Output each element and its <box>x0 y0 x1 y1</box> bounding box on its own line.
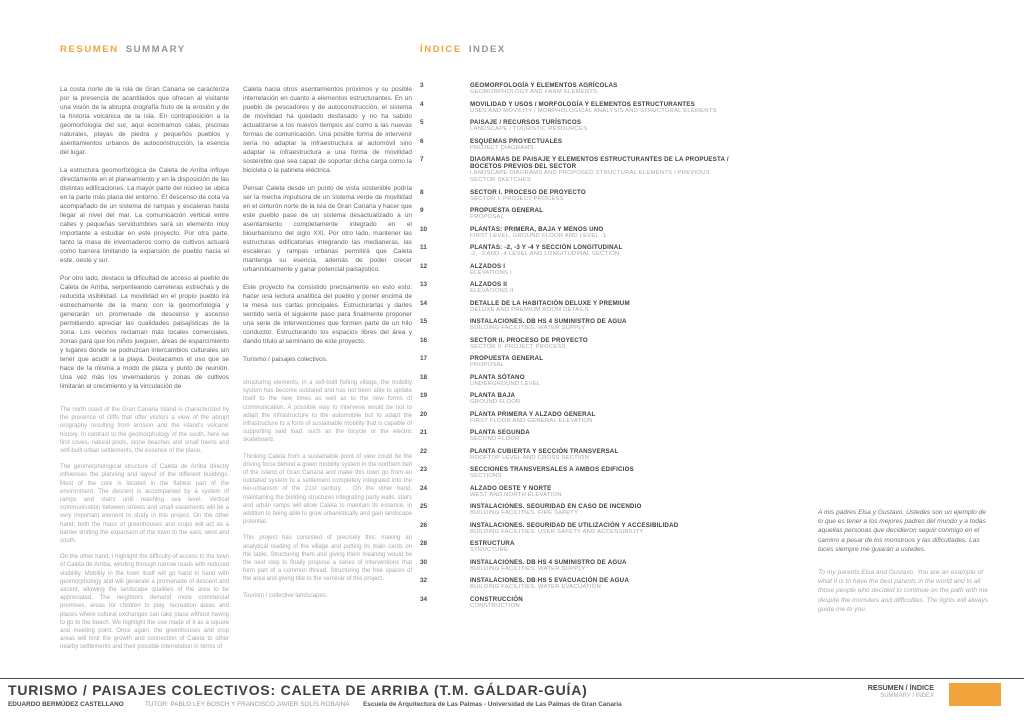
school-name: Escuela de Arquitectura de Las Palmas - Universidad de Las Palmas de Gran Canaria <box>363 701 622 708</box>
index-item <box>420 485 732 499</box>
index-item <box>420 466 732 480</box>
index-page-number: 25 <box>420 503 428 510</box>
index-item <box>420 156 732 184</box>
index-item <box>420 374 732 388</box>
index-item <box>420 448 732 462</box>
summary-section <box>60 44 412 660</box>
index-list <box>420 82 732 610</box>
index-item-titles <box>470 429 530 443</box>
index-item-titles <box>470 82 618 96</box>
index-title-en: GEOMORPHOLOGY AND FARM ELEMENTS <box>470 89 598 95</box>
summary-heading-es: RESUMEN <box>60 44 119 55</box>
index-title-es: ESQUEMAS PROYECTUALES <box>470 137 563 145</box>
summary-paragraph-en: Thinking Caleta from a sustainable point of view could be the driving force behind a green mobility system in the northern belt of the island of Gran Canaria and make this town go from an outdated system to a settlement completely integrated into the bio-urbanism of the 21st century. . On the other hand, maintaining the building structures integrating party walls, stairs and urban ramps will allow Caleta to maintain its essence, in addition to being able to grow urbanistically and gain landscape potential. <box>243 453 412 526</box>
index-title-en: BUILDING FACILITIES. FIRE SAFETY <box>470 510 579 516</box>
index-title-es: DETALLE DE LA HABITACIÓN DELUXE Y PREMIUM <box>470 299 630 307</box>
index-title-es: ESTRUCTURA <box>470 540 515 547</box>
index-item-titles <box>470 577 629 591</box>
index-title-es: INSTALACIONES. DB HS 4 SUMINISTRO DE AGUA <box>470 558 627 566</box>
index-page-number: 22 <box>420 447 428 455</box>
index-item-titles <box>470 300 630 314</box>
index-title-en: FIRST FLOOR AND GENERAL ELEVATION <box>470 417 593 424</box>
index-item <box>420 522 732 536</box>
dedication <box>818 508 990 614</box>
summary-column-2 <box>243 85 412 660</box>
index-item <box>420 577 732 591</box>
summary-paragraph-es: Pensar Caleta desde un punto de vista sostenible podría ser la mecha impulsora de un sistema verde de movilidad en el cinturón norte de la isla de Gran Canaria y hacer que este pueblo pase de un sistema desactualizado a un asentamiento completamente integrado en el biourbanismo del siglo XXI. Por otro lado, mantener las estructuras edificatorias integrando las medianeras, las escaleras y rampas urbanas permitirá que Caleta mantenga su esencia, además de poder crecer urbanísticamente y ganar potencial paisajístico. <box>243 185 412 273</box>
index-item-titles <box>470 374 541 388</box>
index-page-number: 24 <box>420 484 428 492</box>
index-page-number: 3 <box>420 82 424 89</box>
index-title-en: BUILDING FACILITIES. WATER EVACUATION <box>470 584 601 590</box>
index-title-en: PROJECT DIAGRAMS <box>470 144 534 151</box>
index-page-number: 26 <box>420 521 428 529</box>
index-page-number: 28 <box>420 540 428 547</box>
summary-paragraph-es: Por otro lado, destaco la dificultad de acceso al pueblo de Caleta de Arriba, serpenteando carreteras estrechas y de reducida visibilidad. La movilidad en el propio pueblo irá estrechamente de la mano con la geomorfología y generarán un promenade de descenso y ascenso permitiendo apreciar las cualidades paisajísticas de la zona. Los vecinos reclaman más locales comerciales, zonas para que los niños jueguen, áreas de esparcimiento y lugares donde se podruzcan intercambios culturales sin tener que acudir a la playa. Destacamos el uso que se hace de la misma a modo de plaza y punto de reunión. Una vez más los invernaderos y zonas de cultivos limitarán el crecimiento y la vinculación de <box>60 275 229 390</box>
index-item <box>420 138 732 152</box>
index-item <box>420 207 732 221</box>
index-item-titles <box>470 119 587 133</box>
index-title-en: LANDSCAPE DIAGRAMS AND PROPOSED STRUCTURAL ELEMENTS / PREVIOUS SECTOR SKETCHES <box>470 170 710 183</box>
index-page-number: 20 <box>420 410 428 418</box>
index-item-titles <box>470 138 562 152</box>
index-item <box>420 263 732 277</box>
index-title-es: PLANTA BAJA <box>470 392 516 399</box>
index-title-es: MOVILIDAD Y USOS / MORFOLOGÍA Y ELEMENTOS ESTRUCTURANTES <box>470 100 695 108</box>
index-title-es: CONSTRUCCIÓN <box>470 595 523 603</box>
index-title-en: DELUXE AND PREMIUM ROOM DETAILS <box>470 306 589 313</box>
index-title-en: ELEVATIONS II <box>470 288 514 294</box>
index-item-titles <box>470 522 678 536</box>
project-title: TURISMO / PAISAJES COLECTIVOS: CALETA DE ARRIBA (T.M. GÁLDAR-GUÍA) <box>8 682 588 698</box>
index-title-en: BUILDING FACILITIES. WATER SUPPLY <box>470 325 586 331</box>
index-title-es: INSTALACIONES. SEGURIDAD DE UTILIZACIÓN Y ACCESIBILIDAD <box>470 521 679 529</box>
index-page-number: 7 <box>420 156 424 163</box>
index-title-es: SECCIONES TRANSVERSALES A AMBOS EDIFICIOS <box>470 466 634 473</box>
summary-paragraph-en: On the other hand, I highlight the difficulty of access to the town of Caleta de Arriba, winding through narrow roads with reduced visibility. Mobility in the town itself will go hand in hand with geomorphology and will generate a promenade of descent and ascent, allowing the landscape qualities of the area to be appreciated. The neighbors demand more commercial premises, areas for children to play, recreation areas and places where cultural exchanges can take place without having to go to the beach. We highlight the use made of it as a square and meeting point. Once again, the greenhouses and crop areas will limit the growth and connection of Caleta to other nearby settlements and their possible interrelation in terms of <box>60 554 229 651</box>
footer <box>0 678 1024 725</box>
index-title-en: ELEVATIONS I <box>470 269 512 276</box>
summary-column-1 <box>60 85 229 660</box>
index-title-es: INSTALACIONES. DB HS 4 SUMINISTRO DE AGUA <box>470 318 627 325</box>
author-name: EDUARDO BERMÚDEZ CASTELLANO <box>8 701 124 708</box>
index-item-titles <box>470 318 627 332</box>
index-page-number: 15 <box>420 318 428 325</box>
dedication-english: To my parents Elsa and Gustavo. You are an example of what it is to have the best parents in the world and to all those people who decided to continue on the path with me despite the monsters and difficulties. The lights will always guide me to you. <box>818 569 989 613</box>
index-page-number: 12 <box>420 262 428 270</box>
index-item <box>420 82 732 96</box>
index-item-titles <box>470 448 618 462</box>
index-title-es: GEOMORFOLOGÍA Y ELEMENTOS AGRÍCOLAS <box>470 82 618 89</box>
index-item-titles <box>470 337 588 351</box>
index-page-number: 9 <box>420 207 424 214</box>
index-section <box>420 44 732 614</box>
index-title-en: UNDERGROUND LEVEL <box>470 380 541 387</box>
index-item <box>420 101 732 115</box>
index-item <box>420 392 732 406</box>
summary-paragraph-es: La estructura geomorfológica de Caleta de Arriba influye directamente en el planeamiento y en la disposición de las distintas edificaciones. La mayor parte del núcleo se ubica en la parte más plana del entorno. El descenso de cota va acompañado de un sistema de rampas y escaleras hasta llegar al nivel del mar. La comunicación vertical entre calles y pequeñas servidumbres será un elemento muy importante a estudiar en este proyecto. Por otra parte, tanto la masa de invernaderos como de cultivos actuará como barrera limitando la expansión de pueblo hacia el este, oeste y sur. <box>60 167 229 264</box>
index-title-es: SECTOR I. PROCESO DE PROYECTO <box>470 188 586 196</box>
summary-col1-spanish <box>60 85 229 391</box>
index-item <box>420 119 732 133</box>
sheet-label <box>868 684 934 700</box>
index-item-titles <box>470 392 521 406</box>
index-title-es: PLANTA PRIMERA Y ALZADO GENERAL <box>470 410 596 418</box>
index-item <box>420 226 732 240</box>
index-title-es: PLANTAS: -2, -3 Y -4 Y SECCIÓN LONGITUDINAL <box>470 244 623 251</box>
summary-heading <box>60 44 412 55</box>
tutor-names: TUTOR: PABLO LEY BOSCH Y FRANCISCO JAVIER SOLÍS ROBAINA <box>145 701 350 708</box>
index-item-titles <box>470 355 543 369</box>
index-item-titles <box>470 244 622 258</box>
sheet-label-en: SUMMARY / INDEX <box>880 693 934 699</box>
index-page-number: 19 <box>420 392 428 399</box>
index-title-es: PAISAJE / RECURSOS TURÍSTICOS <box>470 119 582 126</box>
index-title-es: INSTALACIONES. SEGURIDAD EN CASO DE INCENDIO <box>470 503 642 510</box>
index-title-en: LANDSCAPE / TOURISTIC RESOURCES <box>470 126 588 132</box>
index-title-en: BUILDING FACILITIES. USER SAFETY AND ACCESSIBILITY <box>470 528 644 535</box>
index-heading-en: INDEX <box>468 44 506 55</box>
summary-paragraph-en: structuring elements, in a self-built fishing village, the mobility system has become outdated and has not been able to update itself to the new times as well as to the new forms of communication. A possible way to intervene would be not to adapt the infrastructure to the automobile but to adapt the infrastructure to a form of sustainable mobility that is capable of supporting said load, such as the bicycle or the electric skateboard. <box>243 380 412 444</box>
summary-paragraph-es: Caleta hacia otros asentamientos próximos y su posible interrelación en cuanto a elementos estructurantes. En un pueblo de pescadores y de autoconstrucción, el sistema de movilidad ha quedado desfasado y no ha sabido actualizarse a los nuevos tiempos así como a las nuevas formas de comunicación. Una posible forma de intervenir sería no adaptar la infraestructura al automóvil sino adaptar la infraestructura a una forma de movilidad sostenible que sea capaz de soportar dicha carga como la bicicleta o la patineta eléctrica. <box>243 86 412 174</box>
summary-col1-english <box>60 406 229 652</box>
sheet-label-es: RESUMEN / ÍNDICE <box>867 683 934 692</box>
index-page-number: 11 <box>420 244 427 251</box>
index-title-es: INSTALACIONES. DB HS 5 EVACUACIÓN DE AGUA <box>470 577 629 584</box>
index-item <box>420 559 732 573</box>
index-page-number: 34 <box>420 595 428 603</box>
footer-credits <box>8 701 1024 708</box>
index-item-titles <box>470 485 562 499</box>
index-title-en: SECTIONS <box>470 473 502 479</box>
summary-paragraph-es: Este proyecto ha consistido precisamente en esto esto: hacer una lectura analítica del pueblo y poner encima de la mesa sus cartas principales. Estructurarlas y darles sentido sería el siguiente paso para finalmente proponer una serie de intervenciones que formen parte de un hilo conductor. Estructurando los espacios libres del área y dando título al seminario de este proyecto. <box>243 284 412 345</box>
index-item <box>420 411 732 425</box>
index-page-number: 4 <box>420 100 424 108</box>
index-title-en: -2, -3 AND -4 LEVEL AND LONGITUDINAL SECTION <box>470 251 620 257</box>
index-item-titles <box>470 540 515 554</box>
index-page-number: 13 <box>420 281 428 288</box>
index-heading <box>420 44 732 55</box>
index-item <box>420 189 732 203</box>
index-item-titles <box>470 156 732 184</box>
index-title-en: STRUCTURE <box>470 547 509 553</box>
index-title-en: PROPOSAL <box>470 362 505 368</box>
index-title-es: PROPUESTA GENERAL <box>470 355 544 362</box>
index-item-titles <box>470 503 642 517</box>
summary-paragraph-en: Tourism / collective landscapes. <box>243 592 328 599</box>
index-item <box>420 429 732 443</box>
index-item-titles <box>470 101 717 115</box>
index-title-es: ALZADOS I <box>470 262 506 270</box>
index-item <box>420 337 732 351</box>
index-item-titles <box>470 207 543 221</box>
index-item-titles <box>470 281 514 295</box>
index-page-number: 6 <box>420 137 424 145</box>
index-item-titles <box>470 263 512 277</box>
index-page-number: 10 <box>420 225 428 233</box>
index-title-es: ALZADOS II <box>470 281 508 288</box>
summary-paragraph-es: Turismo / paisajes colectivos. <box>243 356 328 363</box>
index-item-titles <box>470 596 523 610</box>
index-title-es: PLANTAS: PRIMERA, BAJA Y MENOS UNO <box>470 225 604 233</box>
dedication-spanish: A mis padres Elsa y Gustavo. Ustedes son un ejemplo de lo que es tener a los mejores padres del mundo y a todas aquellas personas que decidieron seguir conmigo en el camino a pesar de los monstruos y las dificultades. Las luces siempre me guiarán a ustedes. <box>818 509 986 553</box>
index-page-number: 8 <box>420 188 424 196</box>
index-title-es: DIAGRAMAS DE PAISAJE Y ELEMENTOS ESTRUCTURANTES DE LA PROPUESTA / BOCETOS PREVIOS DEL SECTOR <box>470 156 729 170</box>
index-title-en: GROUND FLOOR <box>470 399 521 405</box>
index-title-en: CONSTRUCTION <box>470 602 520 609</box>
index-item <box>420 318 732 332</box>
index-item-titles <box>470 226 606 240</box>
index-item <box>420 300 732 314</box>
summary-paragraph-en: The geomorphological structure of Caleta de Arriba directly influences the planning and layout of the different buildings. Most of the core is located in the flattest part of the environment. The descent is accompanied by a system of ramps and stairs until reaching sea level. Vertical communication between streets and small easements will be a very important element to study in this project. On the other hand, both the mass of greenhouses and crops will act as a barrier limiting the expansion of the town to the east, west and south. <box>60 464 229 545</box>
index-item <box>420 281 732 295</box>
summary-col2-english <box>243 379 412 600</box>
summary-col2-spanish <box>243 85 412 364</box>
index-title-en: USES AND MOVILITY / MORPHOLOGICAL ANALYSIS AND STRUCTURAL ELEMENTS <box>470 107 717 114</box>
index-page-number: 17 <box>420 355 428 362</box>
summary-columns <box>60 85 412 660</box>
index-item-titles <box>470 189 586 203</box>
index-item <box>420 355 732 369</box>
index-item <box>420 596 732 610</box>
index-item-titles <box>470 411 595 425</box>
summary-paragraph-es: La costa norte de la isla de Gran Canaria se caracteriza por la presencia de acantilados que ofrecen al visitante una visión de la abrupta orografía fruto de la erosión y de la historia volcánica de la isla. En contraposición a la geomorfología del sur, aquí econtramos calas, piscinas naturales, playas de piedra y pequeños pueblos y asentamientos urbanos de autoconstrucción, la esencia del lugar. <box>60 86 229 156</box>
index-title-es: PLANTA CUBIERTA Y SECCIÓN TRANSVERSAL <box>470 447 619 455</box>
index-item <box>420 244 732 258</box>
index-title-es: PLANTA SEGUNDA <box>470 429 530 436</box>
index-title-en: SECOND FLOOR <box>470 436 520 442</box>
index-page-number: 30 <box>420 558 428 566</box>
index-page-number: 32 <box>420 577 428 584</box>
index-title-es: SECTOR II. PROCESO DE PROYECTO <box>470 336 588 344</box>
index-title-es: PLANTA SÓTANO <box>470 373 525 381</box>
index-title-en: PROPOSAL <box>470 214 505 220</box>
index-title-en: BUILDING FACILITIES. WATER SUPPLY <box>470 565 586 572</box>
index-title-en: SECTOR I. PROJECT PROCESS <box>470 195 564 202</box>
index-page-number: 16 <box>420 336 428 344</box>
accent-color-block <box>949 683 1001 706</box>
index-page-number: 23 <box>420 466 428 473</box>
summary-heading-en: SUMMARY <box>125 44 186 55</box>
index-item-titles <box>470 559 627 573</box>
index-page-number: 21 <box>420 429 428 436</box>
index-page-number: 18 <box>420 373 428 381</box>
index-page-number: 5 <box>420 119 424 126</box>
index-title-en: SECTOR II. PROJECT PROCESS <box>470 343 566 350</box>
summary-paragraph-en: This project has consisted of precisely this: making an analytical reading of the village and putting its main cards on the table. Structuring them and giving them meaning would be the next step to finally propose a series of interventions that form part of a common thread. Structuring the free spaces of the area and giving title to the seminar of this project. <box>243 535 412 583</box>
index-item <box>420 540 732 554</box>
index-title-es: ALZADO OESTE Y NORTE <box>470 484 552 492</box>
index-page-number: 14 <box>420 299 428 307</box>
index-title-es: PROPUESTA GENERAL <box>470 207 544 214</box>
index-title-en: ROOFTOP LEVEL AND CROSS SECTION <box>470 454 590 461</box>
summary-paragraph-en: The north coast of the Gran Canaria Island is characterized by the presence of cliffs that offer visitors a view of the abrupt orography resulting from erosion and the island's volcanic history. In contrast to the geomorphology of the south, here we find coves, natural pools, stone beaches and small towns and self-built urban settlements, the essence of the place. <box>60 407 229 455</box>
index-title-en: FIRST LEVEL, GROUND FLOOR AND LEVEL -1 <box>470 232 607 239</box>
index-item-titles <box>470 466 634 480</box>
index-item <box>420 503 732 517</box>
index-heading-es: ÍNDICE <box>420 44 462 55</box>
index-title-en: WEST AND NORTH ELEVATION <box>470 491 562 498</box>
